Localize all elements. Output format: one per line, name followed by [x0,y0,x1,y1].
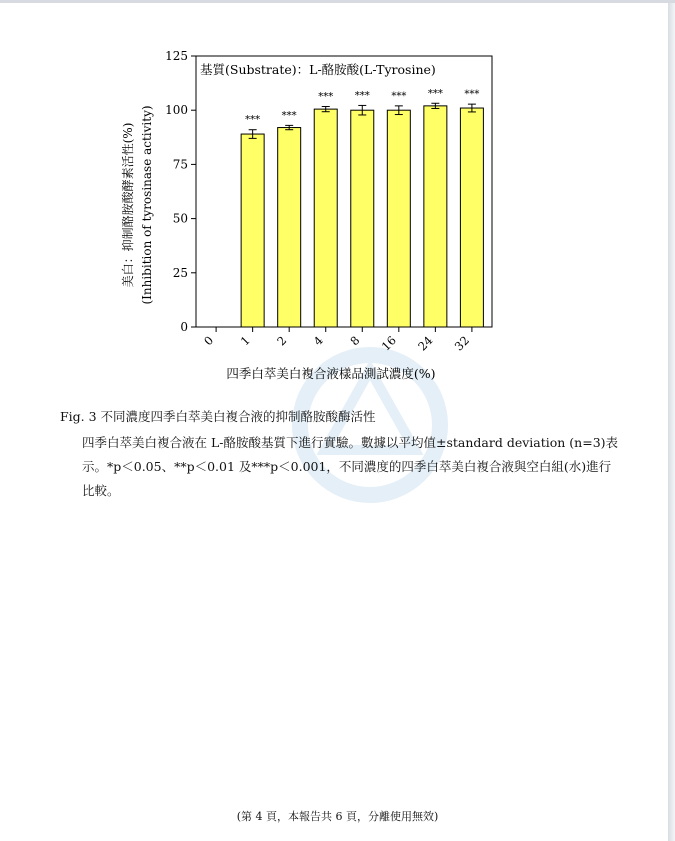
significance-label-2: *** [281,110,297,122]
y-tick-label: 125 [165,49,188,63]
significance-label-4: *** [318,91,334,103]
x-tick-label: 0 [201,333,217,349]
significance-label-16: *** [391,90,407,102]
bar-2 [278,128,301,327]
y-tick-label: 100 [165,103,188,118]
bar-8 [351,110,374,327]
page-footer: (第 4 頁，本報告共 6 頁，分離使用無效) [236,810,439,823]
y-tick-label: 25 [172,265,188,280]
x-axis-label: 四季白萃美白複合液樣品測試濃度(%) [226,366,436,381]
significance-label-1: *** [245,114,261,126]
x-tick-label: 8 [347,333,363,349]
y-axis-label-line2: (Inhibition of tyrosinase activity) [140,105,154,305]
bar-16 [387,110,410,327]
plot-area-frame [196,56,492,327]
figure-caption-body: 四季白萃美白複合液在 L-酪胺酸基質下進行實驗。數據以平均值±standard deviation (n=3)表示。*p＜0.05、**p＜0.01 及***p＜0.001，不同濃度的四季白萃美白複合液與空白組(水)進行比較。 [82,435,619,498]
significance-label-32: *** [464,89,480,101]
x-tick-label: 1 [237,333,253,349]
x-tick-label: 2 [274,333,290,349]
figure-caption-title: Fig. 3 不同濃度四季白萃美白複合液的抑制酪胺酸酶活性 [60,409,376,424]
chart-title: 基質(Substrate)：L-酪胺酸(L-Tyrosine) [200,62,436,77]
y-tick-label: 0 [180,320,188,334]
y-axis-label-line1: 美白：抑制酪胺酸酵素活性(%) [121,122,135,288]
bar-32 [460,108,483,327]
bar-24 [424,106,447,327]
x-tick-label: 16 [378,333,399,354]
bar-4 [314,109,337,327]
significance-label-8: *** [354,90,370,102]
significance-label-24: *** [427,88,443,100]
y-tick-label: 50 [172,211,188,226]
x-tick-label: 32 [451,333,473,354]
bar-chart [0,0,675,400]
y-tick-label: 75 [172,157,188,172]
x-tick-label: 4 [310,333,326,349]
x-tick-label: 24 [415,333,436,354]
bar-1 [241,134,264,327]
